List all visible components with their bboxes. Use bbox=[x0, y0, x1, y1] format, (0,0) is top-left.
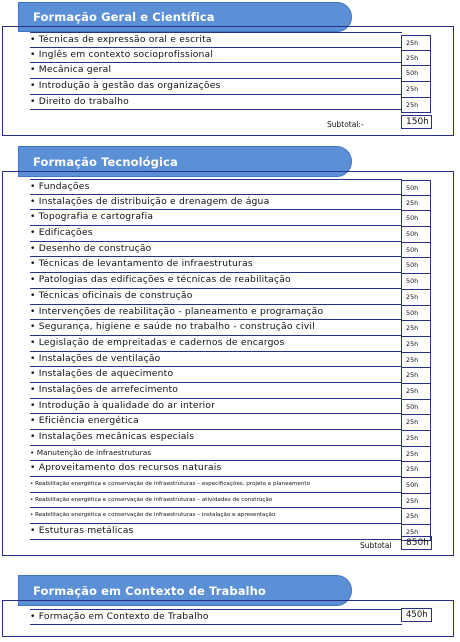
hours-cell: 25h bbox=[402, 82, 430, 98]
hours-cell: 25h bbox=[402, 447, 430, 463]
hours-cell: 450h bbox=[401, 608, 432, 622]
section-title: Formação Tecnológica bbox=[33, 154, 178, 169]
list-item-label: Eficiência energética bbox=[38, 415, 139, 427]
list-item-label: Legislação de empreitadas e cadernos de encargos bbox=[38, 336, 285, 348]
list-item: • Introdução à qualidade do ar interior bbox=[30, 399, 402, 415]
list-item-label: Direito do trabalho bbox=[38, 95, 129, 107]
list-item: • Direito do trabalho bbox=[30, 95, 402, 111]
hours-cell: 25h bbox=[402, 509, 430, 525]
list-item: • Eficiência energética bbox=[30, 414, 402, 430]
list-item-label: Instalações de ventilação bbox=[38, 352, 161, 364]
list-item: • Instalações de aquecimento bbox=[30, 367, 402, 383]
list-item: • Instalações de arrefecimento bbox=[30, 383, 402, 399]
list-item-label: Formação em Contexto de Trabalho bbox=[38, 611, 209, 622]
list-item-label: Reabilitação energética e conservação de infraestruturas – instalação e apresentação bbox=[35, 512, 276, 519]
hours-column bbox=[401, 608, 432, 622]
hours-column bbox=[401, 35, 431, 113]
hours-cell: 25h bbox=[402, 196, 430, 212]
list-item: • Instalações mecânicas especiais bbox=[30, 430, 402, 446]
hours-column bbox=[401, 180, 431, 541]
item-list bbox=[30, 609, 402, 625]
list-item: • Segurança, higiene e saúde no trabalho - construção civil bbox=[30, 320, 402, 336]
list-item: • Legislação de empreitadas e cadernos de encargos bbox=[30, 336, 402, 352]
list-item-label: Topografia e cartografia bbox=[38, 211, 154, 223]
hours-cell: 25h bbox=[402, 51, 430, 67]
list-item-label: Edificações bbox=[38, 227, 93, 239]
hours-cell: 50h bbox=[402, 227, 430, 243]
list-item: • Reabilitação energética e conservação de infraestruturas – instalação e apresentação bbox=[30, 508, 402, 524]
list-item-label: Inglês em contexto socioprofissional bbox=[38, 48, 214, 60]
subtotal-label: Subtotal:- bbox=[327, 120, 364, 129]
subtotal-value-text: 150h bbox=[406, 117, 429, 127]
list-item: • Reabilitação energética e conservação de infraestruturas – especificações, projeto e planeamento bbox=[30, 477, 402, 493]
list-item: • Reabilitação energética e conservação de infraestruturas – atividades de construção bbox=[30, 493, 402, 509]
hours-cell: 25h bbox=[402, 321, 430, 337]
list-item: • Técnicas oficinais de construção bbox=[30, 289, 402, 305]
list-item: • Formação em Contexto de Trabalho bbox=[30, 609, 402, 625]
list-item-label: Instalações de distribuição e drenagem de água bbox=[38, 195, 270, 207]
list-item: • Instalações de distribuição e drenagem de água bbox=[30, 195, 402, 211]
list-item-label: Instalações de arrefecimento bbox=[38, 383, 179, 395]
hours-cell: 25h bbox=[402, 431, 430, 447]
list-item-label: Aproveitamento dos recursos naturais bbox=[38, 462, 222, 474]
list-item: • Topografia e cartografia bbox=[30, 210, 402, 226]
list-item-label: Fundações bbox=[38, 181, 90, 192]
hours-cell: 50h bbox=[402, 211, 430, 227]
list-item-label: Patologias das edificações e técnicas de reabilitação bbox=[38, 274, 291, 286]
hours-cell: 50h bbox=[402, 66, 430, 82]
hours-cell: 25h bbox=[402, 337, 430, 353]
list-item: • Aproveitamento dos recursos naturais bbox=[30, 461, 402, 477]
hours-cell: 50h bbox=[402, 306, 430, 322]
list-item-label: Instalações de aquecimento bbox=[38, 368, 174, 380]
item-list bbox=[30, 32, 402, 110]
hours-cell: 25h bbox=[402, 353, 430, 369]
list-item-label: Reabilitação energética e conservação de infraestruturas – atividades de construção bbox=[35, 496, 273, 503]
list-item-label: Mecânica geral bbox=[38, 64, 112, 76]
list-item: • Mecânica geral bbox=[30, 63, 402, 79]
list-item: • Instalações de ventilação bbox=[30, 352, 402, 368]
hours-cell: 50h bbox=[402, 274, 430, 290]
list-item: • Técnicas de levantamento de infraestruturas bbox=[30, 257, 402, 273]
list-item: • Desenho de construção bbox=[30, 242, 402, 258]
subtotal-label: Subtotal bbox=[360, 541, 392, 550]
list-item: • Estuturas metálicas bbox=[30, 524, 402, 540]
list-item-label: Introdução à qualidade do ar interior bbox=[38, 399, 216, 411]
list-item-label: Técnicas oficinais de construção bbox=[38, 289, 193, 301]
list-item-label: Reabilitação energética e conservação de infraestruturas – especificações, projeto e planeamento bbox=[35, 481, 310, 488]
list-item-label: Intervenções de reabilitação - planeamento e programação bbox=[38, 305, 324, 317]
hours-cell: 50h bbox=[402, 258, 430, 274]
list-item-label: Técnicas de expressão oral e escrita bbox=[38, 34, 212, 45]
hours-cell: 50h bbox=[402, 478, 430, 494]
list-item-label: Segurança, higiene e saúde no trabalho - construção civil bbox=[38, 321, 315, 333]
list-item: • Introdução à gestão das organizações bbox=[30, 79, 402, 95]
subtotal-value bbox=[401, 536, 432, 550]
hours-cell: 25h bbox=[402, 290, 430, 306]
list-item: • Manutenção de infraestruturas bbox=[30, 446, 402, 462]
list-item-label: Desenho de construção bbox=[38, 242, 152, 254]
list-item-label: Manutenção de infraestruturas bbox=[36, 447, 152, 457]
list-item-label: Estuturas metálicas bbox=[38, 525, 134, 537]
list-item: • Edificações bbox=[30, 226, 402, 242]
list-item-label: Técnicas de levantamento de infraestruturas bbox=[38, 258, 253, 270]
list-item-label: Instalações mecânicas especiais bbox=[38, 431, 195, 442]
section-title: Formação Geral e Científica bbox=[33, 10, 215, 24]
list-item: • Intervenções de reabilitação - planeamento e programação bbox=[30, 305, 402, 321]
hours-cell: 25h bbox=[402, 35, 430, 51]
hours-cell: 25h bbox=[402, 368, 430, 384]
section-title: Formação em Contexto de Trabalho bbox=[33, 583, 266, 598]
list-item: • Fundações bbox=[30, 179, 402, 195]
subtotal-value-text: 850h bbox=[406, 538, 429, 548]
subtotal-value bbox=[401, 115, 432, 129]
hours-cell: 50h bbox=[402, 243, 430, 259]
hours-cell: 50h bbox=[402, 180, 430, 196]
list-item: • Técnicas de expressão oral e escrita bbox=[30, 32, 402, 48]
list-item: • Inglês em contexto socioprofissional bbox=[30, 48, 402, 64]
hours-cell: 25h bbox=[402, 98, 430, 114]
list-item-label: Introdução à gestão das organizações bbox=[38, 80, 221, 92]
item-list bbox=[30, 179, 402, 540]
hours-cell: 25h bbox=[402, 494, 430, 510]
list-item: • Patologias das edificações e técnicas de reabilitação bbox=[30, 273, 402, 289]
hours-cell: 25h bbox=[402, 525, 430, 541]
hours-cell: 25h bbox=[402, 415, 430, 431]
hours-cell: 25h bbox=[402, 384, 430, 400]
hours-cell: 50h bbox=[402, 400, 430, 416]
hours-cell: 25h bbox=[402, 462, 430, 478]
